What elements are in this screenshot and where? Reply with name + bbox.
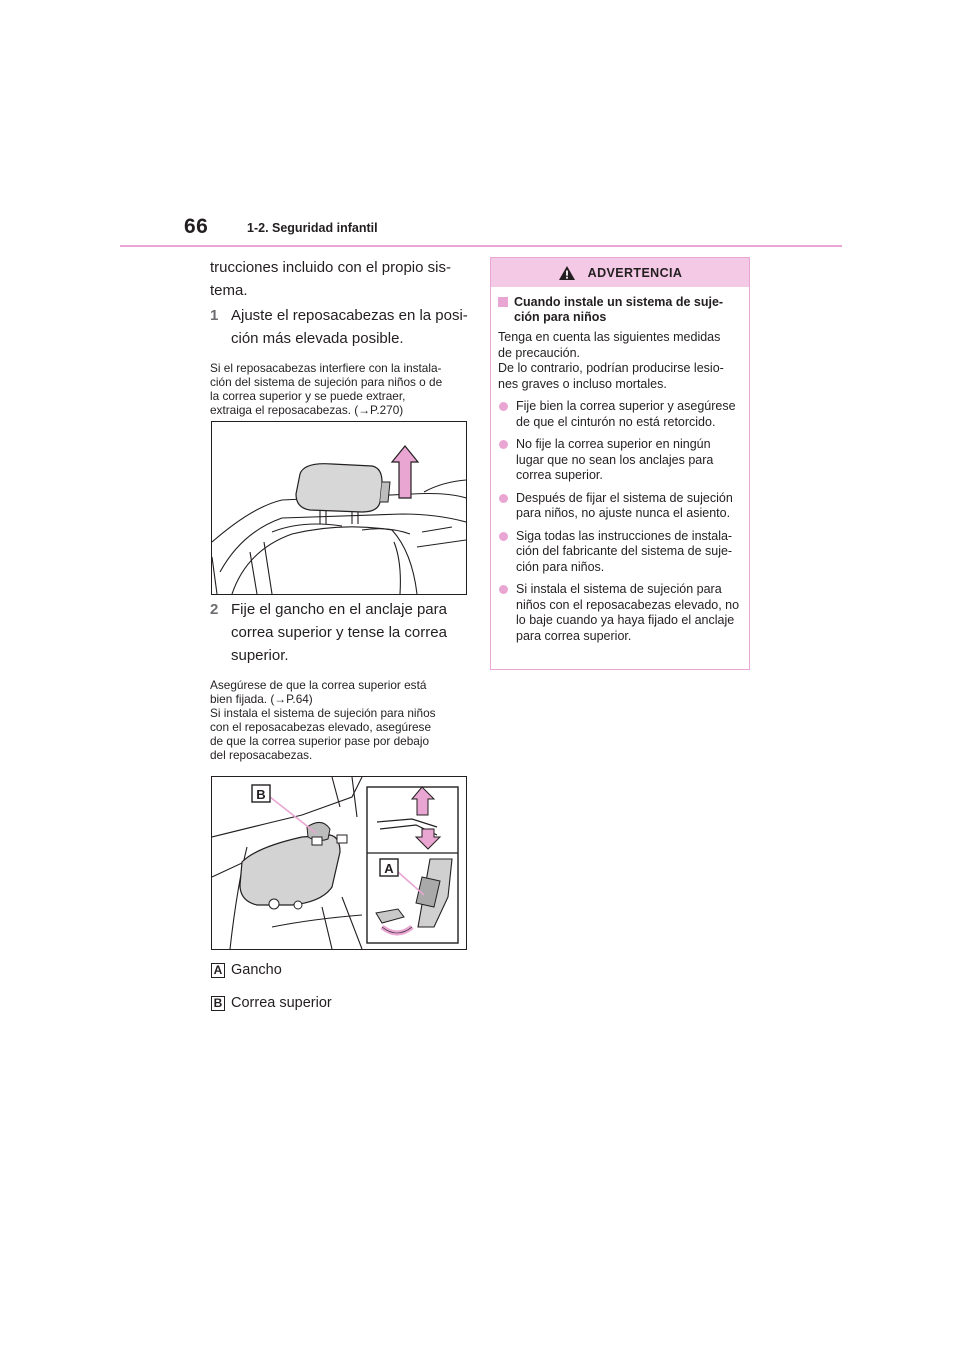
warning-bullet (498, 399, 742, 430)
legend-item-a (211, 962, 282, 978)
step-1 (210, 304, 472, 350)
legend-key: B (211, 996, 225, 1011)
bullet-line: para niños, no ajuste nunca el asiento. (516, 506, 731, 520)
step-2-note (210, 678, 472, 762)
figure-label-a: A (384, 861, 394, 876)
bullet-line: Fije bien la correa superior y asegúrese (516, 399, 736, 413)
lead-line: tema. (210, 282, 248, 299)
para-line: Tenga en cuenta las siguientes medidas (498, 330, 721, 344)
warning-bullet (498, 582, 742, 644)
headrest-illustration (211, 421, 467, 595)
note-line: Asegúrese de que la correa superior está (210, 678, 427, 692)
warning-header (491, 258, 749, 287)
bullet-line: ción para niños. (516, 559, 605, 574)
para-line: De lo contrario, podrían producirse lesio- (498, 361, 724, 375)
lead-text (210, 256, 472, 302)
tether-drawing (212, 777, 466, 949)
warning-bullet (498, 529, 742, 576)
instructions-column-2 (210, 598, 472, 762)
bullet-line: lo baje cuando ya haya fijado el anclaje (516, 613, 735, 627)
bullet-dot-icon (499, 494, 508, 503)
header-divider (120, 245, 842, 247)
warning-bullet (498, 491, 742, 522)
note-line: ción del sistema de sujeción para niños o de (210, 375, 443, 389)
note-line: de que la correa superior pase por debajo (210, 734, 430, 748)
bullet-line: Siga todas las instrucciones de instala- (516, 528, 733, 543)
bullet-line: Después de fijar el sistema de sujeción (516, 490, 733, 505)
bullet-line: niños con el reposacabezas elevado, no (516, 597, 740, 612)
bullet-line: de que el cinturón no está retorcido. (516, 414, 716, 429)
heading-line: ción para niños (514, 310, 607, 324)
step-2 (210, 598, 472, 667)
tether-illustration (211, 776, 467, 950)
step-text (231, 598, 472, 667)
warning-paragraph (498, 330, 742, 392)
bullet-dot-icon (499, 402, 508, 411)
para-line: de precaución. (498, 345, 581, 360)
warning-bullet (498, 437, 742, 484)
instructions-column (210, 256, 472, 417)
figure-label-b: B (256, 787, 266, 802)
square-bullet-icon (498, 297, 508, 307)
bullet-line: ción del fabricante del sistema de suje- (516, 544, 733, 558)
step-line: ción más elevada posible. (231, 330, 404, 347)
legend-text: Correa superior (231, 995, 332, 1011)
legend-key: A (211, 963, 225, 978)
warning-body (491, 287, 749, 644)
note-line: con el reposacabezas elevado, asegúrese (210, 720, 432, 734)
note-line: del reposacabezas. (210, 748, 313, 762)
bullet-line: lugar que no sean los anclajes para (516, 452, 714, 467)
legend-text: Gancho (231, 962, 282, 978)
bullet-line: Si instala el sistema de sujeción para (516, 582, 722, 596)
para-line: nes graves o incluso mortales. (498, 376, 667, 391)
bullet-dot-icon (499, 585, 508, 594)
legend-item-b (211, 995, 332, 1011)
step-line: correa superior y tense la correa (231, 624, 447, 641)
warning-heading (498, 295, 742, 325)
warning-title: ADVERTENCIA (587, 265, 683, 280)
note-line: bien fijada. (→P.64) (210, 692, 313, 706)
warning-triangle-icon (558, 265, 576, 281)
step-line: superior. (231, 647, 289, 664)
step-text (231, 304, 472, 350)
bullet-line: para correa superior. (516, 628, 632, 643)
note-line: la correa superior y se puede extraer, (210, 389, 406, 403)
lead-line: trucciones incluido con el propio sis- (210, 259, 451, 276)
note-line: extraiga el reposacabezas. (→P.270) (210, 403, 404, 417)
step-number: 1 (210, 307, 219, 324)
step-line: Fije el gancho en el anclaje para (231, 601, 447, 618)
step-1-note (210, 361, 472, 417)
bullet-line: correa superior. (516, 468, 603, 482)
heading-line: Cuando instale un sistema de suje- (514, 295, 724, 309)
note-line: Si instala el sistema de sujeción para niños (210, 706, 436, 720)
section-title: 1-2. Seguridad infantil (247, 221, 378, 235)
step-number: 2 (210, 601, 219, 618)
step-line: Ajuste el reposacabezas en la posi- (231, 307, 468, 324)
bullet-dot-icon (499, 440, 508, 449)
bullet-line: No fije la correa superior en ningún (516, 437, 711, 451)
note-line: Si el reposacabezas interfiere con la instala- (210, 361, 442, 375)
bullet-dot-icon (499, 532, 508, 541)
headrest-drawing (212, 422, 466, 594)
warning-box (490, 257, 750, 670)
page-number: 66 (184, 215, 209, 238)
